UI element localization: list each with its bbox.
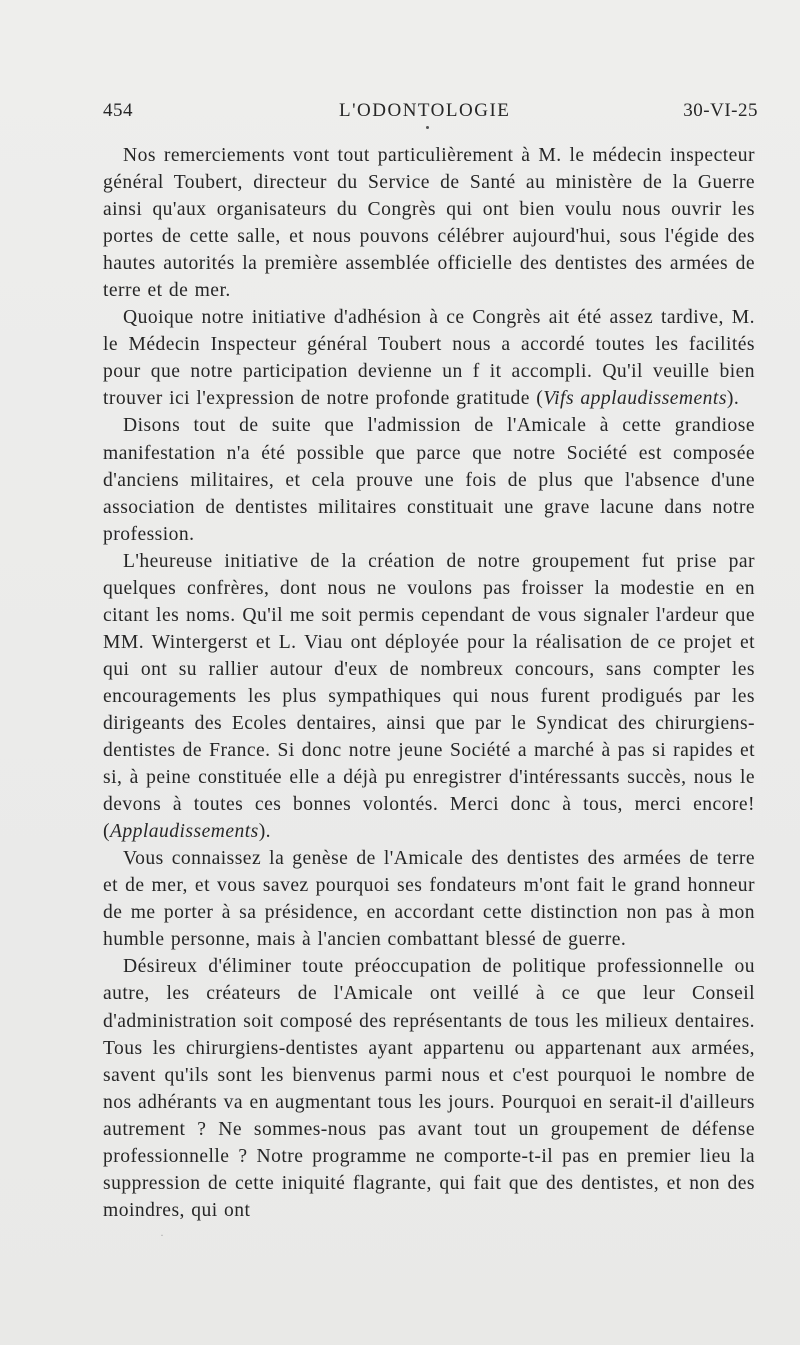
paragraph: L'heureuse initiative de la création de notre groupement fut prise par quelques confrères, dont nous ne voulons pas froisser la modestie en en citant les noms. Qu'il me soit permis cependant de vous signaler l'ardeur que MM. Wintergerst et L. Viau ont déployée pour la réalisation de ce projet et qui ont su rallier autour d'eux de nombreux concours, sans compter les encouragements les plus sympathiques qui nous furent prodigués par les dirigeants des Ecoles dentaires, ainsi que par le Syndicat des chirurgiens-dentistes de France. Si donc notre jeune Société a marché à pas si rapides et si, à peine constituée elle a déjà pu enregistrer d'intéressants succès, nous le devons à toutes ces bonnes volontés. Merci donc à tous, merci encore! (Applaudissements). [103,550,755,843]
scan-mark: · [160,1228,164,1242]
paragraph: Vous connaissez la genèse de l'Amicale des dentistes des armées de terre et de mer, et vous savez pourquoi ses fondateurs m'ont fait le grand honneur de me porter à sa présidence, en accordant cette distinction non pas à mon humble personne, mais à l'ancien combattant blessé de guerre. [103,848,755,951]
paragraph: Quoique notre initiative d'adhésion à ce Congrès ait été assez tardive, M. le Médecin Inspecteur général Toubert nous a accordé toutes les facilités pour que notre participation devienne un f it accompli. Qu'il veuille bien trouver ici l'expression de notre profonde gratitude (Vifs applaudissements). [103,307,755,410]
paragraph: Disons tout de suite que l'admission de l'Amicale à cette grandiose manifestation n'a été possible que parce que notre Société est composée d'anciens militaires, et cela prouve une fois de plus que l'absence d'une association de dentistes militaires constituait une grave lacune dans notre profession. [103,415,755,545]
paragraph: Nos remerciements vont tout particulièrement à M. le médecin inspecteur général Toubert, directeur du Service de Santé au ministère de la Guerre ainsi qu'aux organisateurs du Congrès qui ont bien voulu nous ouvrir les portes de cette salle, et nous pouvons célébrer aujourd'hui, sous l'égide des hautes autorités la première assemblée officielle des dentistes des armées de terre et de mer. [103,145,755,302]
applause-note: Vifs applaudissements [543,388,727,410]
issue-date: 30-VI-25 [683,100,758,121]
page-header [103,100,758,130]
ink-speck [426,126,429,129]
paragraph: Désireux d'éliminer toute préoccupation de politique professionnelle ou autre, les créateurs de l'Amicale ont veillé à ce que leur Conseil d'administration soit composé des représentants de tous les milieux dentaires. Tous les chirurgiens-dentistes ayant appartenu ou appartenant aux armées, savent qu'ils sont les bienvenus parmi nous et c'est pourquoi le nombre de nos adhérants va en augmentant tous les jours. Pourquoi en serait-il d'ailleurs autrement ? Ne sommes-nous pas avant tout un groupement de défense professionnelle ? Notre programme ne comporte-t-il pas en premier lieu la suppression de cette iniquité flagrante, qui fait que des dentistes, et non des moindres, qui ont [103,956,755,1221]
page-number: 454 [103,100,133,121]
applause-note: Applaudissements [109,821,259,843]
body-text [103,142,755,1224]
running-title: L'ODONTOLOGIE [339,100,511,121]
